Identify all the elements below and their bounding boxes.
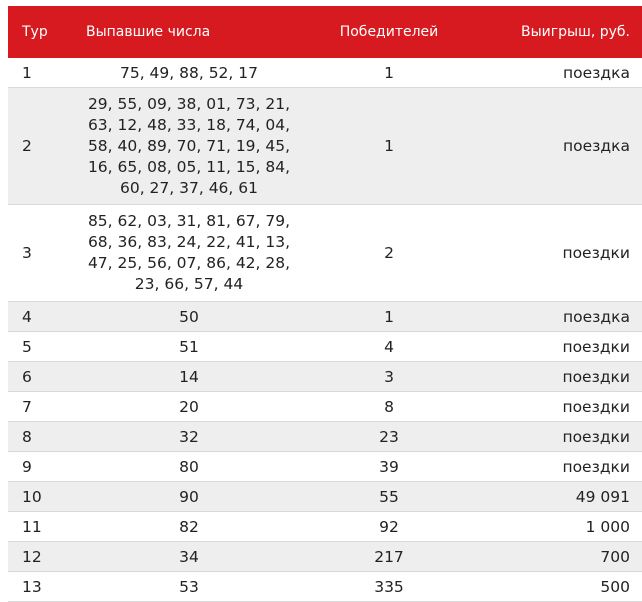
prize-cell: 700 [476, 542, 642, 572]
round-cell: 2 [8, 88, 76, 205]
prize-cell: поездка [476, 88, 642, 205]
numbers-cell: 53 [76, 572, 302, 602]
table-row [8, 422, 642, 452]
winners-cell: 1 [302, 88, 476, 205]
table-header [8, 6, 642, 58]
table-row [8, 362, 642, 392]
round-cell: 4 [8, 302, 76, 332]
prize-cell: 500 [476, 572, 642, 602]
header-winners: Победителей [339, 24, 439, 40]
table-row [8, 332, 642, 362]
round-cell: 1 [8, 58, 76, 88]
table-row [8, 542, 642, 572]
winners-cell: 335 [302, 572, 476, 602]
prize-cell: 49 091 [476, 482, 642, 512]
table-row [8, 512, 642, 542]
round-cell: 10 [8, 482, 76, 512]
table-row [8, 482, 642, 512]
prize-cell: поездки [476, 392, 642, 422]
numbers-cell: 85, 62, 03, 31, 81, 67, 79, 68, 36, 83, 24, 22, 41, 13, 47, 25, 56, 07, 86, 42, 28, 23, 66, 57, 44 [76, 205, 302, 302]
round-cell: 3 [8, 205, 76, 302]
winners-cell: 8 [302, 392, 476, 422]
results-table [8, 6, 642, 602]
winners-cell: 92 [302, 512, 476, 542]
winners-cell: 1 [302, 58, 476, 88]
prize-cell: поездки [476, 452, 642, 482]
table-row [8, 452, 642, 482]
prize-cell: поездки [476, 332, 642, 362]
header-prize: Выигрыш, руб. [520, 24, 630, 40]
prize-cell: 1 000 [476, 512, 642, 542]
winners-cell: 39 [302, 452, 476, 482]
numbers-cell: 51 [76, 332, 302, 362]
round-cell: 9 [8, 452, 76, 482]
round-cell: 5 [8, 332, 76, 362]
header-numbers: Выпавшие числа [86, 24, 211, 40]
table-row [8, 88, 642, 205]
winners-cell: 3 [302, 362, 476, 392]
prize-cell: поездка [476, 302, 642, 332]
numbers-cell: 50 [76, 302, 302, 332]
round-cell: 7 [8, 392, 76, 422]
prize-cell: поездки [476, 362, 642, 392]
round-cell: 12 [8, 542, 76, 572]
prize-cell: поездки [476, 205, 642, 302]
numbers-cell: 34 [76, 542, 302, 572]
prize-cell: поездки [476, 422, 642, 452]
header-round: Тур [22, 24, 48, 40]
winners-cell: 23 [302, 422, 476, 452]
numbers-cell: 82 [76, 512, 302, 542]
winners-cell: 55 [302, 482, 476, 512]
round-cell: 13 [8, 572, 76, 602]
prize-cell: поездка [476, 58, 642, 88]
table-row [8, 205, 642, 302]
numbers-cell: 14 [76, 362, 302, 392]
winners-cell: 2 [302, 205, 476, 302]
table-row [8, 392, 642, 422]
numbers-cell: 20 [76, 392, 302, 422]
round-cell: 8 [8, 422, 76, 452]
table-row [8, 302, 642, 332]
numbers-cell: 32 [76, 422, 302, 452]
numbers-cell: 75, 49, 88, 52, 17 [76, 58, 302, 88]
numbers-cell: 29, 55, 09, 38, 01, 73, 21, 63, 12, 48, 33, 18, 74, 04, 58, 40, 89, 70, 71, 19, 45, 16, 65, 08, 05, 11, 15, 84, 60, 27, 37, 46, 61 [76, 88, 302, 205]
round-cell: 6 [8, 362, 76, 392]
round-cell: 11 [8, 512, 76, 542]
numbers-cell: 80 [76, 452, 302, 482]
winners-cell: 1 [302, 302, 476, 332]
table-row [8, 58, 642, 88]
table-row [8, 572, 642, 602]
winners-cell: 4 [302, 332, 476, 362]
winners-cell: 217 [302, 542, 476, 572]
numbers-cell: 90 [76, 482, 302, 512]
